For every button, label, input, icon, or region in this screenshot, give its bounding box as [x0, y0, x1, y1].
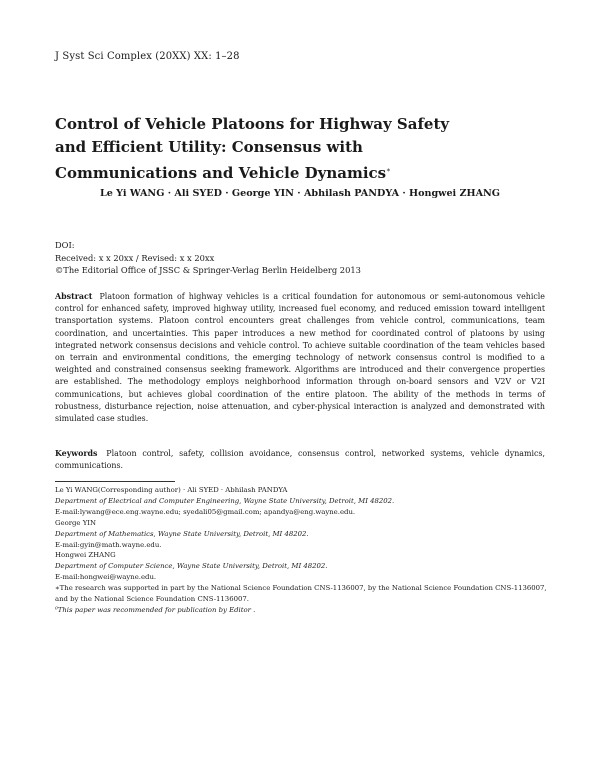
keywords — [55, 448, 545, 472]
keywords-text: Platoon control, safety, collision avoidance, consensus control, networked systems, vehicle dynamics, communications. — [55, 449, 545, 471]
footnotes — [55, 485, 550, 616]
author-affiliation-1: Le Yi WANG(Corresponding author) · Ali SYED · Abhilash PANDYA — [55, 486, 288, 494]
article-meta — [55, 239, 361, 277]
author-affiliation-2: George YIN — [55, 518, 97, 527]
author-affiliation-3: Hongwei ZHANG — [55, 551, 116, 560]
department-1: Department of Electrical and Computer Engineering, Wayne State University, Detroit, MI 48202. — [55, 496, 395, 505]
department-2: Department of Mathematics, Wayne State University, Detroit, MI 48202. — [55, 529, 309, 538]
editor-note: ⁰This paper was recommended for publication by Editor . — [55, 605, 256, 614]
department-3: Department of Computer Science, Wayne State University, Detroit, MI 48202. — [55, 562, 328, 571]
paper-title — [55, 113, 475, 185]
title-text: Control of Vehicle Platoons for Highway Safety and Efficient Utility: Consensus with Communications and Vehicle Dynamics — [55, 115, 450, 182]
email-3: E-mail:hongwei@wayne.edu. — [55, 573, 157, 582]
title-footnote-mark: ∗ — [386, 166, 391, 174]
footnote-rule — [55, 481, 175, 482]
abstract — [55, 291, 545, 425]
author-list: Le Yi WANG · Ali SYED · George YIN · Abhilash PANDYA · Hongwei ZHANG — [99, 188, 501, 199]
abstract-text: Platoon formation of highway vehicles is a critical foundation for autonomous or semi-autonomous vehicle control for enhanced safety, improved highway utility, increased fuel economy, and reduced emission toward intelligent transportation systems. Platoon control encounters great challenges from vehicle control, communications, team coordination, and uncertainties. This paper introduces a new method for coordinated control of platoons by using integrated network consensus decisions and vehicle control. To achieve suitable coordination of the team vehicles based on terrain and environmental conditions, the emerging technology of network consensus control is modified to a weighted and constrained consensus seeking framework. Algorithms are introduced and their convergence properties are established. The methodology employs neighborhood information through on-board sensors and V2V or V2I communications, but achieves global coordination of the entire platoon. The ability of the methods in terms of robustness, disturbance rejection, noise attenuation, and cyber-physical interaction is analyzed and demonstrated with simulated case studies. — [55, 292, 545, 424]
funding-note: ∗The research was supported in part by the National Science Foundation CNS-1136007, by the National Science Foundation CNS-1136007, and by the National Science Foundation CNS-1136007. — [55, 584, 547, 604]
keywords-label: Keywords — [55, 449, 98, 458]
received-line: Received: x x 20xx / Revised: x x 20xx — [55, 252, 215, 263]
email-1: E-mail:lywang@ece.eng.wayne.edu; syedali05@gmail.com; apandya@eng.wayne.edu. — [55, 507, 356, 516]
running-head: J Syst Sci Complex (20XX) XX: 1–28 — [55, 51, 240, 62]
abstract-label: Abstract — [55, 292, 93, 301]
copyright-line: ©The Editorial Office of JSSC & Springer-Verlag Berlin Heidelberg 2013 — [55, 265, 361, 275]
doi-line: DOI: — [55, 240, 75, 250]
email-2: E-mail:gyin@math.wayne.edu. — [55, 540, 162, 549]
